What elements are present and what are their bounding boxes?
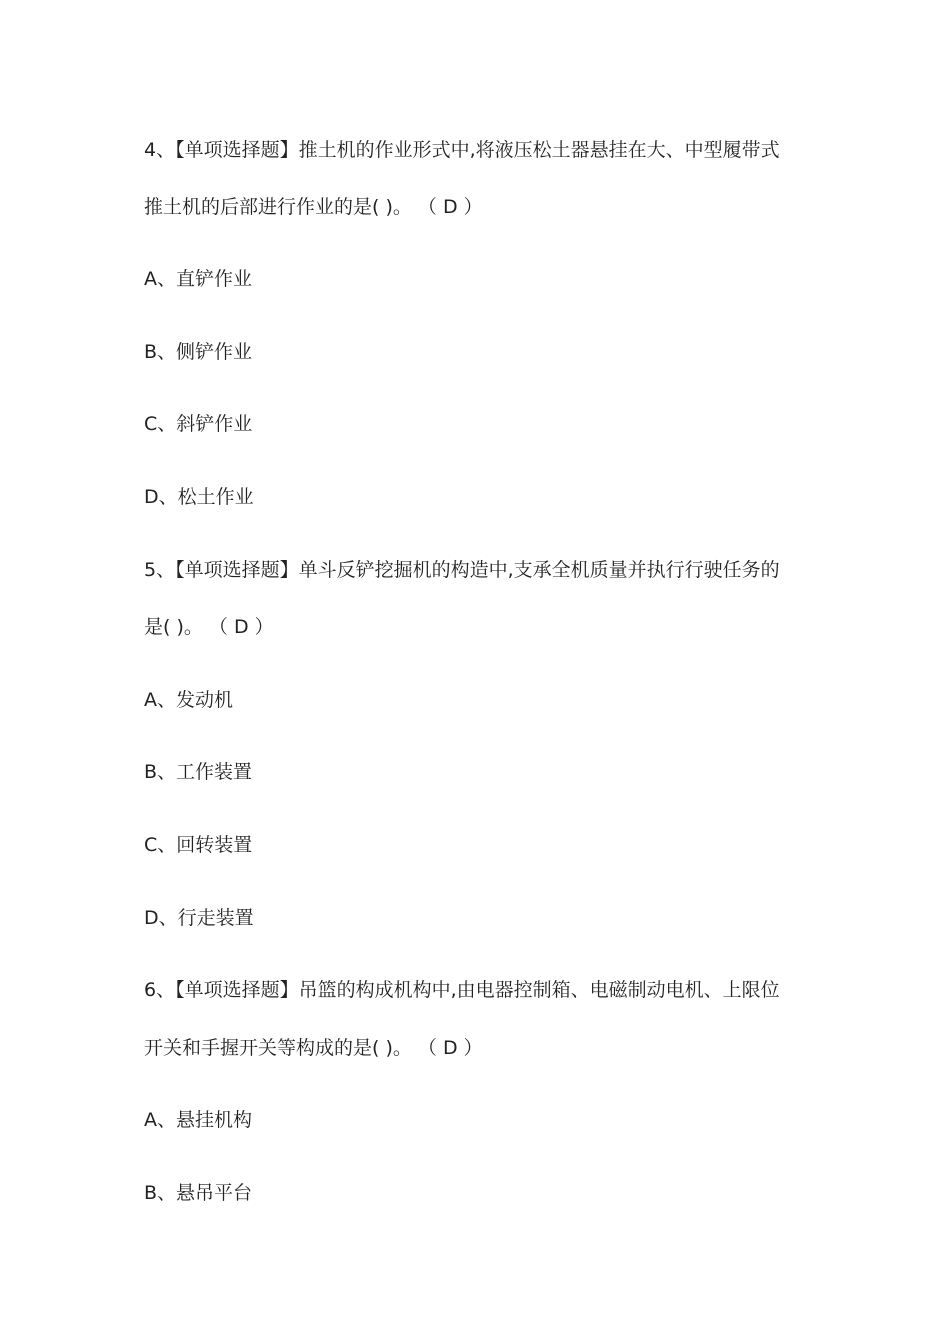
question-6-text-line-1: 6、【单项选择题】吊篮的构成机构中,由电器控制箱、电磁制动电机、上限位 (144, 979, 780, 1001)
question-5-text-line-1: 5、【单项选择题】单斗反铲挖掘机的构造中,支承全机质量并执行行驶任务的 (144, 559, 780, 581)
question-4-option-c: C、斜铲作业 (144, 413, 253, 435)
question-4-text-line-2: 推土机的后部进行作业的是( )。 （ D ） (144, 196, 483, 218)
question-5-option-a: A、发动机 (144, 689, 233, 711)
question-5-option-d: D、行走装置 (144, 907, 254, 929)
question-6-option-b: B、悬吊平台 (144, 1182, 253, 1204)
question-6-option-a: A、悬挂机构 (144, 1109, 252, 1131)
question-4-option-a: A、直铲作业 (144, 268, 252, 290)
question-4-text-line-1: 4、【单项选择题】推土机的作业形式中,将液压松土器悬挂在大、中型履带式 (144, 139, 780, 161)
question-4-option-d: D、松土作业 (144, 486, 254, 508)
question-4-option-b: B、侧铲作业 (144, 341, 253, 363)
question-6-text-line-2: 开关和手握开关等构成的是( )。 （ D ） (144, 1037, 483, 1059)
question-5-option-c: C、回转装置 (144, 834, 253, 856)
question-5-option-b: B、工作装置 (144, 761, 253, 783)
question-5-text-line-2: 是( )。 （ D ） (144, 616, 274, 638)
